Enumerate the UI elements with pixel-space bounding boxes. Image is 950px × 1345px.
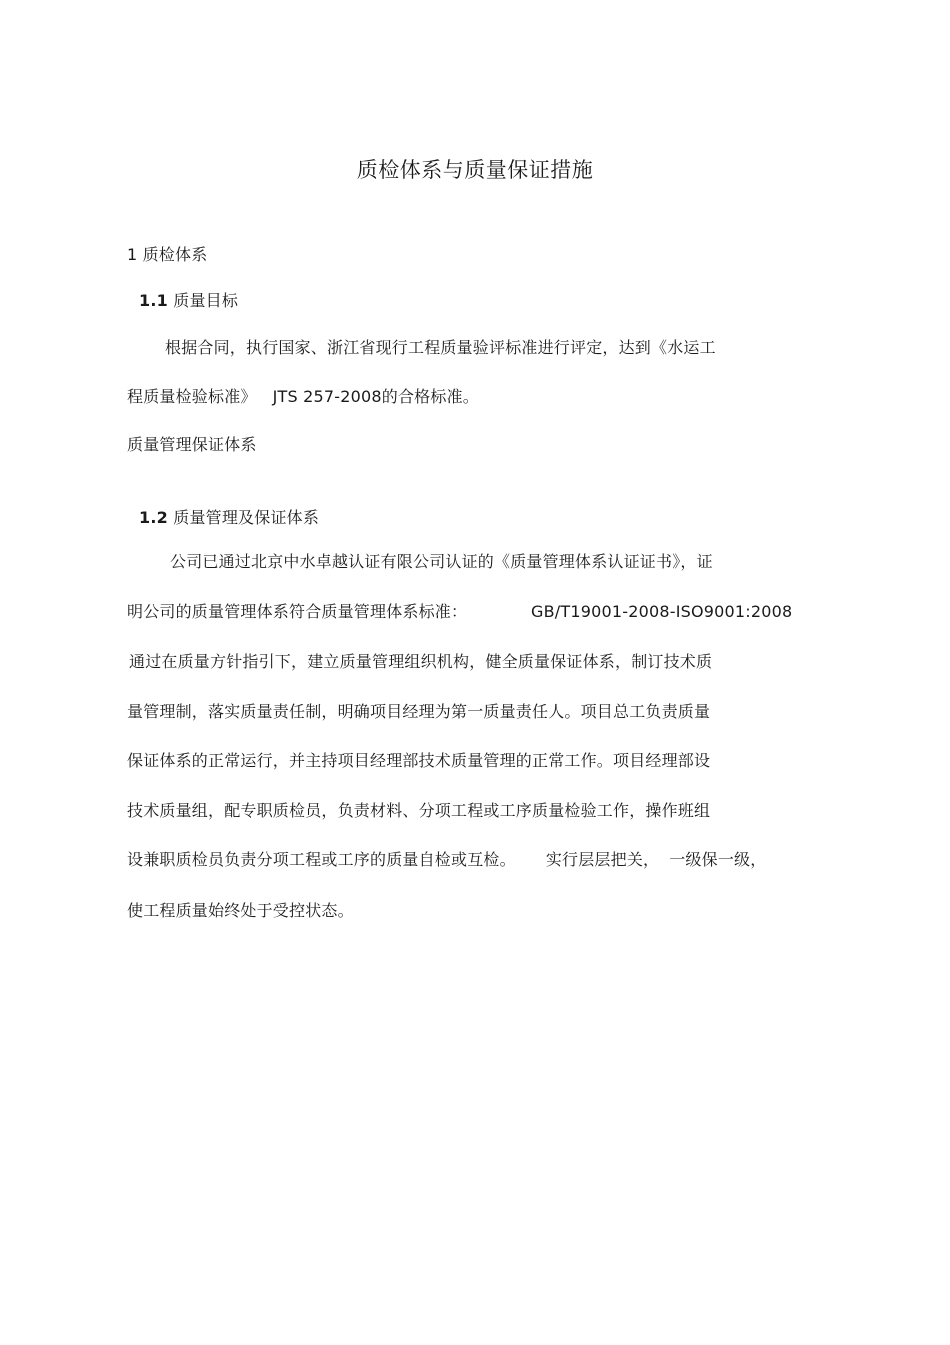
standard-name: 程质量检验标准》 — [127, 387, 257, 406]
paragraph-line: 通过在质量方针指引下，建立质量管理组织机构，健全质量保证体系，制订技术质 — [129, 652, 713, 671]
paragraph-line: 明公司的质量管理体系符合质量管理体系标准： — [127, 602, 468, 621]
section-1-1-number: 1.1 — [139, 291, 168, 310]
section-1-1-heading — [139, 290, 238, 312]
paragraph-line: 公司已通过北京中水卓越认证有限公司认证的《质量管理体系认证证书》，证 — [170, 552, 713, 571]
paragraph-line: 技术质量组，配专职质检员，负责材料、分项工程或工序质量检验工作，操作班组 — [127, 801, 711, 820]
document-title: 质检体系与质量保证措施 — [356, 158, 594, 182]
text-segment: 一级保一级， — [669, 850, 767, 869]
text-segment: 实行层层把关， — [545, 850, 660, 869]
section-1-heading: 1 质检体系 — [127, 245, 208, 264]
section-1-2-number: 1.2 — [139, 508, 168, 527]
paragraph-line — [127, 386, 479, 408]
section-1-1-label: 质量目标 — [173, 291, 239, 310]
paragraph-line: 量管理制，落实质量责任制，明确项目经理为第一质量责任人。项目总工负责质量 — [127, 702, 711, 721]
section-1-2-heading — [139, 507, 319, 529]
paragraph-line: 使工程质量始终处于受控状态。 — [127, 901, 354, 920]
paragraph-line: 保证体系的正常运行，并主持项目经理部技术质量管理的正常工作。项目经理部设 — [127, 751, 711, 770]
text-segment: 设兼职质检员负责分项工程或工序的质量自检或互检。 — [127, 850, 516, 869]
paragraph-line — [127, 849, 766, 871]
paragraph-line: 根据合同，执行国家、浙江省现行工程质量验评标准进行评定，达到《水运工 — [165, 338, 716, 357]
iso-standard-code: GB/T19001-2008-ISO9001:2008 — [531, 602, 793, 621]
section-1-2-label: 质量管理及保证体系 — [173, 508, 320, 527]
quality-system-label: 质量管理保证体系 — [127, 435, 257, 454]
standard-code: JTS 257-2008的合格标准。 — [272, 387, 479, 406]
